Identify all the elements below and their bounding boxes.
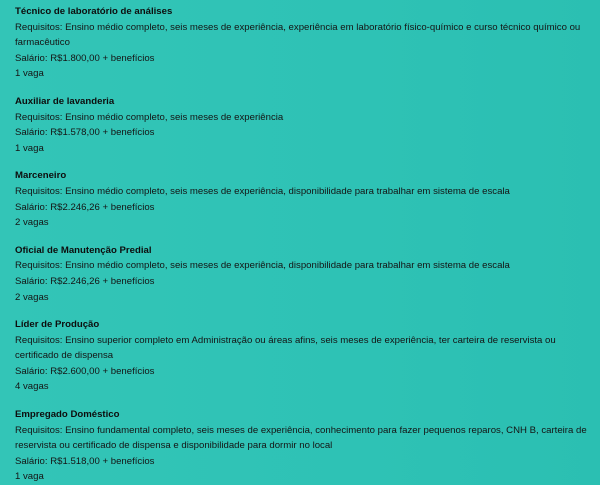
salary-value: R$1.578,00 + benefícios xyxy=(50,127,155,139)
requirements-label: Requisitos: xyxy=(15,260,66,272)
job-requirements xyxy=(15,20,588,51)
job-salary xyxy=(15,274,588,290)
requirements-label: Requisitos: xyxy=(15,111,66,123)
requirements-text: Ensino médio completo, seis meses de experiência, disponibilidade para trabalhar em sistema de escala xyxy=(65,185,510,197)
requirements-text: Ensino médio completo, seis meses de experiência, experiência em laboratório físico-químico e curso técnico químico ou farmacêutico xyxy=(15,21,581,49)
job-title: Marceneiro xyxy=(15,170,67,182)
requirements-label: Requisitos: xyxy=(15,21,66,33)
job-requirements xyxy=(15,423,588,454)
job-entry xyxy=(15,317,588,395)
job-entry xyxy=(15,407,588,485)
job-title: Oficial de Manutenção Predial xyxy=(15,244,152,256)
job-title: Técnico de laboratório de análises xyxy=(15,6,173,17)
job-requirements xyxy=(15,110,588,126)
salary-value: R$1.518,00 + benefícios xyxy=(50,455,155,467)
salary-value: R$2.600,00 + benefícios xyxy=(50,365,155,377)
job-title: Líder de Produção xyxy=(15,319,100,331)
requirements-text: Ensino fundamental completo, seis meses de experiência, conhecimento para fazer pequenos reparos, CNH B, carteira de reservista ou certificado de dispensa e disponibilidade para dormir no local xyxy=(15,424,587,452)
requirements-label: Requisitos: xyxy=(15,424,66,436)
job-salary xyxy=(15,125,588,141)
job-salary xyxy=(15,51,588,67)
salary-value: R$2.246,26 + benefícios xyxy=(50,275,155,287)
salary-value: R$1.800,00 + benefícios xyxy=(50,52,155,64)
salary-label: Salário: xyxy=(15,127,51,139)
requirements-text: Ensino superior completo em Administração ou áreas afins, seis meses de experiência, ter carteira de reservista ou certificado de dispensa xyxy=(15,334,556,362)
job-entry xyxy=(15,94,588,156)
requirements-label: Requisitos: xyxy=(15,334,66,346)
salary-label: Salário: xyxy=(15,455,51,467)
salary-label: Salário: xyxy=(15,201,51,213)
job-openings: 4 vagas xyxy=(15,381,49,393)
job-title: Empregado Doméstico xyxy=(15,409,120,421)
job-entry xyxy=(15,168,588,230)
job-openings: 2 vagas xyxy=(15,217,49,229)
job-title: Auxiliar de lavanderia xyxy=(15,95,115,107)
job-openings: 1 vaga xyxy=(15,68,44,80)
job-salary xyxy=(15,364,588,380)
job-requirements xyxy=(15,258,588,274)
job-requirements xyxy=(15,184,588,200)
salary-value: R$2.246,26 + benefícios xyxy=(50,201,155,213)
salary-label: Salário: xyxy=(15,52,51,64)
job-openings: 1 vaga xyxy=(15,471,44,483)
job-openings: 2 vagas xyxy=(15,291,49,303)
job-salary xyxy=(15,200,588,216)
requirements-text: Ensino médio completo, seis meses de experiência xyxy=(65,111,284,123)
requirements-label: Requisitos: xyxy=(15,185,66,197)
requirements-text: Ensino médio completo, seis meses de experiência, disponibilidade para trabalhar em sistema de escala xyxy=(65,260,510,272)
salary-label: Salário: xyxy=(15,365,51,377)
salary-label: Salário: xyxy=(15,275,51,287)
job-openings: 1 vaga xyxy=(15,142,44,154)
job-entry xyxy=(15,243,588,305)
job-entry xyxy=(15,4,588,82)
job-requirements xyxy=(15,333,588,364)
job-salary xyxy=(15,454,588,470)
